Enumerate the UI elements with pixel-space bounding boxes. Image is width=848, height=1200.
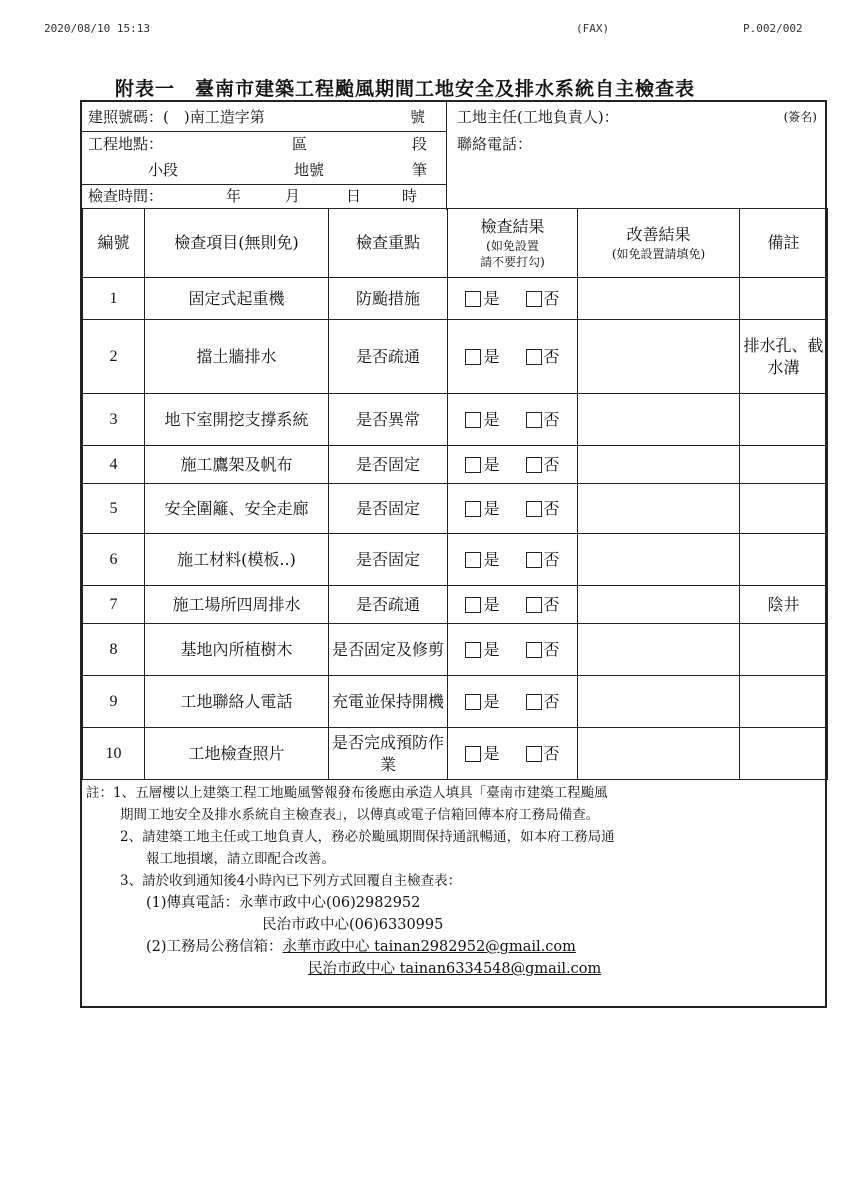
no-checkbox-option[interactable] xyxy=(526,288,560,310)
header-result xyxy=(448,209,578,278)
row-result xyxy=(448,728,578,780)
row-number: 3 xyxy=(83,394,145,446)
check-time-year: 年 xyxy=(226,187,242,205)
no-label: 否 xyxy=(543,346,560,366)
yes-checkbox[interactable] xyxy=(465,349,481,365)
check-time-hour: 時 xyxy=(402,187,418,205)
yes-label: 是 xyxy=(483,691,500,711)
yes-label: 是 xyxy=(483,288,500,308)
inspection-form xyxy=(80,100,827,1008)
header-improve xyxy=(578,209,740,278)
no-checkbox-option[interactable] xyxy=(526,743,560,765)
no-checkbox[interactable] xyxy=(526,552,542,568)
note-mail-label: (2)工務局公務信箱： xyxy=(146,939,283,955)
site-section: 段 xyxy=(412,135,428,153)
row-item: 擋土牆排水 xyxy=(145,320,329,394)
table-row xyxy=(83,446,828,484)
note-fax-1: (1)傳真電話：永華市政中心(06)2982952 xyxy=(146,895,421,911)
table-row xyxy=(83,320,828,394)
row-item: 固定式起重機 xyxy=(145,278,329,320)
fax-page-number: P.002/002 xyxy=(743,22,803,35)
yes-checkbox[interactable] xyxy=(465,457,481,473)
row-remark xyxy=(740,534,828,586)
yes-label: 是 xyxy=(483,743,500,763)
no-checkbox-option[interactable] xyxy=(526,639,560,661)
row-improvement xyxy=(578,446,740,484)
no-label: 否 xyxy=(543,409,560,429)
yes-checkbox-option[interactable] xyxy=(465,346,499,368)
header-result-note-1: (如免設置 xyxy=(486,239,539,253)
no-checkbox-option[interactable] xyxy=(526,498,560,520)
no-label: 否 xyxy=(543,639,560,659)
note-2b: 報工地損壞，請立即配合改善。 xyxy=(146,851,335,867)
note-mail-row-2 xyxy=(86,958,821,980)
yes-checkbox-option[interactable] xyxy=(465,743,499,765)
yes-checkbox[interactable] xyxy=(465,642,481,658)
no-checkbox[interactable] xyxy=(526,501,542,517)
row-item: 施工材料(模板..) xyxy=(145,534,329,586)
yes-label: 是 xyxy=(483,594,500,614)
row-focus: 是否固定 xyxy=(329,534,448,586)
row-remark: 陰井 xyxy=(740,586,828,624)
row-improvement xyxy=(578,484,740,534)
note-mail-row-1 xyxy=(86,936,821,958)
no-checkbox[interactable] xyxy=(526,412,542,428)
table-header-row xyxy=(83,209,828,278)
row-remark xyxy=(740,394,828,446)
no-checkbox-option[interactable] xyxy=(526,594,560,616)
header-number: 編號 xyxy=(83,209,145,278)
row-result xyxy=(448,278,578,320)
row-item: 安全圍籬、安全走廊 xyxy=(145,484,329,534)
no-checkbox[interactable] xyxy=(526,291,542,307)
row-improvement xyxy=(578,586,740,624)
check-time-day: 日 xyxy=(346,187,362,205)
row-number: 7 xyxy=(83,586,145,624)
inspection-table xyxy=(82,208,828,780)
check-time-label: 檢查時間： xyxy=(88,187,164,205)
row-focus: 是否異常 xyxy=(329,394,448,446)
yes-checkbox-option[interactable] xyxy=(465,454,499,476)
yes-label: 是 xyxy=(483,454,500,474)
site-location-row xyxy=(82,133,446,158)
yes-label: 是 xyxy=(483,346,500,366)
row-remark xyxy=(740,278,828,320)
row-item: 施工場所四周排水 xyxy=(145,586,329,624)
check-time-row xyxy=(82,185,446,207)
row-number: 2 xyxy=(83,320,145,394)
table-row xyxy=(83,624,828,676)
row-result xyxy=(448,586,578,624)
info-right-block xyxy=(447,102,827,210)
row-result xyxy=(448,624,578,676)
note-fax-2: 民治市政中心(06)6330995 xyxy=(262,917,444,933)
table-row xyxy=(83,484,828,534)
check-time-month: 月 xyxy=(285,187,301,205)
row-number: 8 xyxy=(83,624,145,676)
fax-datetime: 2020/08/10 15:13 xyxy=(44,22,150,35)
header-improve-note: (如免設置請填免) xyxy=(611,247,706,261)
header-remarks: 備註 xyxy=(740,209,828,278)
row-improvement xyxy=(578,278,740,320)
permit-suffix: 號 xyxy=(410,108,426,126)
email-link-2[interactable]: 民治市政中心 tainan6334548@gmail.com xyxy=(308,961,602,977)
row-focus: 是否完成預防作業 xyxy=(329,728,448,780)
yes-label: 是 xyxy=(483,498,500,518)
row-improvement xyxy=(578,676,740,728)
row-remark xyxy=(740,446,828,484)
row-improvement xyxy=(578,624,740,676)
row-result xyxy=(448,446,578,484)
no-checkbox[interactable] xyxy=(526,694,542,710)
no-label: 否 xyxy=(543,288,560,308)
row-focus: 防颱措施 xyxy=(329,278,448,320)
supervisor-label: 工地主任(工地負責人)： xyxy=(457,108,619,126)
site-subsection: 小段 xyxy=(148,161,179,179)
row-improvement xyxy=(578,534,740,586)
row-improvement xyxy=(578,320,740,394)
no-label: 否 xyxy=(543,549,560,569)
row-number: 5 xyxy=(83,484,145,534)
no-label: 否 xyxy=(543,454,560,474)
no-checkbox-option[interactable] xyxy=(526,454,560,476)
row-number: 1 xyxy=(83,278,145,320)
yes-checkbox[interactable] xyxy=(465,552,481,568)
no-checkbox[interactable] xyxy=(526,349,542,365)
fax-label: (FAX) xyxy=(576,22,610,35)
phone-label: 聯絡電話： xyxy=(457,135,533,153)
yes-checkbox[interactable] xyxy=(465,501,481,517)
no-checkbox-option[interactable] xyxy=(526,346,560,368)
row-improvement xyxy=(578,394,740,446)
yes-checkbox-option[interactable] xyxy=(465,288,499,310)
permit-row xyxy=(82,106,446,132)
yes-checkbox-option[interactable] xyxy=(465,691,499,713)
row-remark xyxy=(740,624,828,676)
row-result xyxy=(448,320,578,394)
row-focus: 是否固定 xyxy=(329,484,448,534)
row-remark: 排水孔、截水溝 xyxy=(740,320,828,394)
no-checkbox[interactable] xyxy=(526,746,542,762)
no-checkbox[interactable] xyxy=(526,597,542,613)
note-1a: 註：1、五層樓以上建築工程工地颱風警報發布後應由承造人填具「臺南市建築工程颱風 xyxy=(86,785,608,801)
info-left-block xyxy=(82,102,447,210)
note-2a: 2、請建築工地主任或工地負責人，務必於颱風期間保持通訊暢通，如本府工務局通 xyxy=(120,829,615,845)
table-row xyxy=(83,534,828,586)
row-item: 施工鷹架及帆布 xyxy=(145,446,329,484)
note-3: 3、請於收到通知後4小時內已下列方式回覆自主檢查表： xyxy=(120,873,462,889)
row-item: 地下室開挖支撐系統 xyxy=(145,394,329,446)
yes-checkbox-option[interactable] xyxy=(465,498,499,520)
row-remark xyxy=(740,728,828,780)
no-label: 否 xyxy=(543,594,560,614)
header-improve-title: 改善結果 xyxy=(626,225,691,244)
row-focus: 是否疏通 xyxy=(329,320,448,394)
yes-checkbox[interactable] xyxy=(465,694,481,710)
table-row xyxy=(83,728,828,780)
header-result-title: 檢查結果 xyxy=(480,217,545,236)
header-result-note-2: 請不要打勾) xyxy=(480,255,545,269)
no-label: 否 xyxy=(543,498,560,518)
header-focus: 檢查重點 xyxy=(329,209,448,278)
site-district: 區 xyxy=(292,135,308,153)
site-location-label: 工程地點： xyxy=(88,135,164,153)
row-result xyxy=(448,484,578,534)
yes-checkbox[interactable] xyxy=(465,746,481,762)
yes-label: 是 xyxy=(483,549,500,569)
table-row xyxy=(83,676,828,728)
site-location-row-2 xyxy=(82,159,446,185)
row-item: 工地檢查照片 xyxy=(145,728,329,780)
table-row xyxy=(83,394,828,446)
fax-header xyxy=(0,22,848,38)
row-item: 工地聯絡人電話 xyxy=(145,676,329,728)
site-lot-number: 地號 xyxy=(294,161,325,179)
row-improvement xyxy=(578,728,740,780)
yes-checkbox[interactable] xyxy=(465,412,481,428)
email-link-1[interactable]: 永華市政中心 tainan2982952@gmail.com xyxy=(282,939,576,955)
signature-label: (簽名) xyxy=(783,110,817,124)
row-number: 4 xyxy=(83,446,145,484)
row-result xyxy=(448,676,578,728)
row-number: 9 xyxy=(83,676,145,728)
no-label: 否 xyxy=(543,743,560,763)
no-checkbox-option[interactable] xyxy=(526,549,560,571)
form-title: 附表一 臺南市建築工程颱風期間工地安全及排水系統自主檢查表 xyxy=(115,78,696,100)
header-item: 檢查項目(無則免) xyxy=(145,209,329,278)
row-remark xyxy=(740,676,828,728)
no-checkbox[interactable] xyxy=(526,457,542,473)
yes-checkbox-option[interactable] xyxy=(465,594,499,616)
permit-label: 建照號碼：( )南工造字第 xyxy=(88,108,265,126)
yes-checkbox[interactable] xyxy=(465,597,481,613)
row-result xyxy=(448,394,578,446)
table-row xyxy=(83,586,828,624)
no-checkbox-option[interactable] xyxy=(526,409,560,431)
yes-label: 是 xyxy=(483,409,500,429)
row-remark xyxy=(740,484,828,534)
row-result xyxy=(448,534,578,586)
row-focus: 是否疏通 xyxy=(329,586,448,624)
yes-checkbox-option[interactable] xyxy=(465,639,499,661)
row-number: 10 xyxy=(83,728,145,780)
site-lot-count: 筆 xyxy=(412,161,428,179)
yes-checkbox-option[interactable] xyxy=(465,549,499,571)
row-item: 基地內所植樹木 xyxy=(145,624,329,676)
table-row xyxy=(83,278,828,320)
note-1b: 期間工地安全及排水系統自主檢查表」，以傳真或電子信箱回傳本府工務局備查。 xyxy=(120,807,600,823)
no-label: 否 xyxy=(543,691,560,711)
yes-label: 是 xyxy=(483,639,500,659)
row-focus: 充電並保持開機 xyxy=(329,676,448,728)
no-checkbox[interactable] xyxy=(526,642,542,658)
yes-checkbox-option[interactable] xyxy=(465,409,499,431)
notes-section xyxy=(86,782,821,980)
row-focus: 是否固定 xyxy=(329,446,448,484)
row-focus: 是否固定及修剪 xyxy=(329,624,448,676)
yes-checkbox[interactable] xyxy=(465,291,481,307)
row-number: 6 xyxy=(83,534,145,586)
no-checkbox-option[interactable] xyxy=(526,691,560,713)
